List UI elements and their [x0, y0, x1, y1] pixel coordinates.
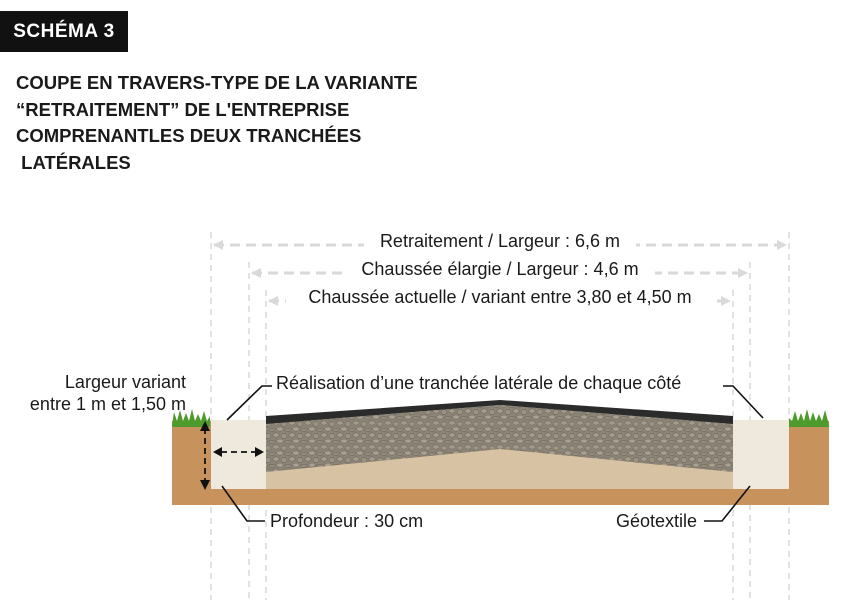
dim-label-chaussee-elargie: Chaussée élargie / Largeur : 4,6 m: [361, 259, 639, 279]
label-largeur-line1: Largeur variant: [64, 372, 186, 392]
label-tranchee: Réalisation d’une tranchée latérale de chaque côté: [276, 373, 682, 393]
dim-label-retraitement: Retraitement / Largeur : 6,6 m: [379, 231, 621, 251]
title-line-3: COMPRENANTLES DEUX TRANCHÉES: [16, 125, 362, 146]
label-largeur-line2: entre 1 m et 1,50 m: [29, 394, 186, 414]
dim-label-chaussee-actuelle: Chaussée actuelle / variant entre 3,80 et 4,50 m: [308, 287, 692, 307]
title-line-1: COUPE EN TRAVERS-TYPE DE LA VARIANTE: [16, 72, 418, 93]
label-geotextile: Géotextile: [615, 511, 697, 531]
schema-tag: SCHÉMA 3: [0, 11, 128, 52]
label-profondeur: Profondeur : 30 cm: [270, 511, 424, 531]
right-trench: [733, 420, 789, 489]
title-line-2: “RETRAITEMENT” DE L'ENTREPRISE: [16, 98, 350, 120]
title-line-4: LATÉRALES: [16, 151, 131, 173]
